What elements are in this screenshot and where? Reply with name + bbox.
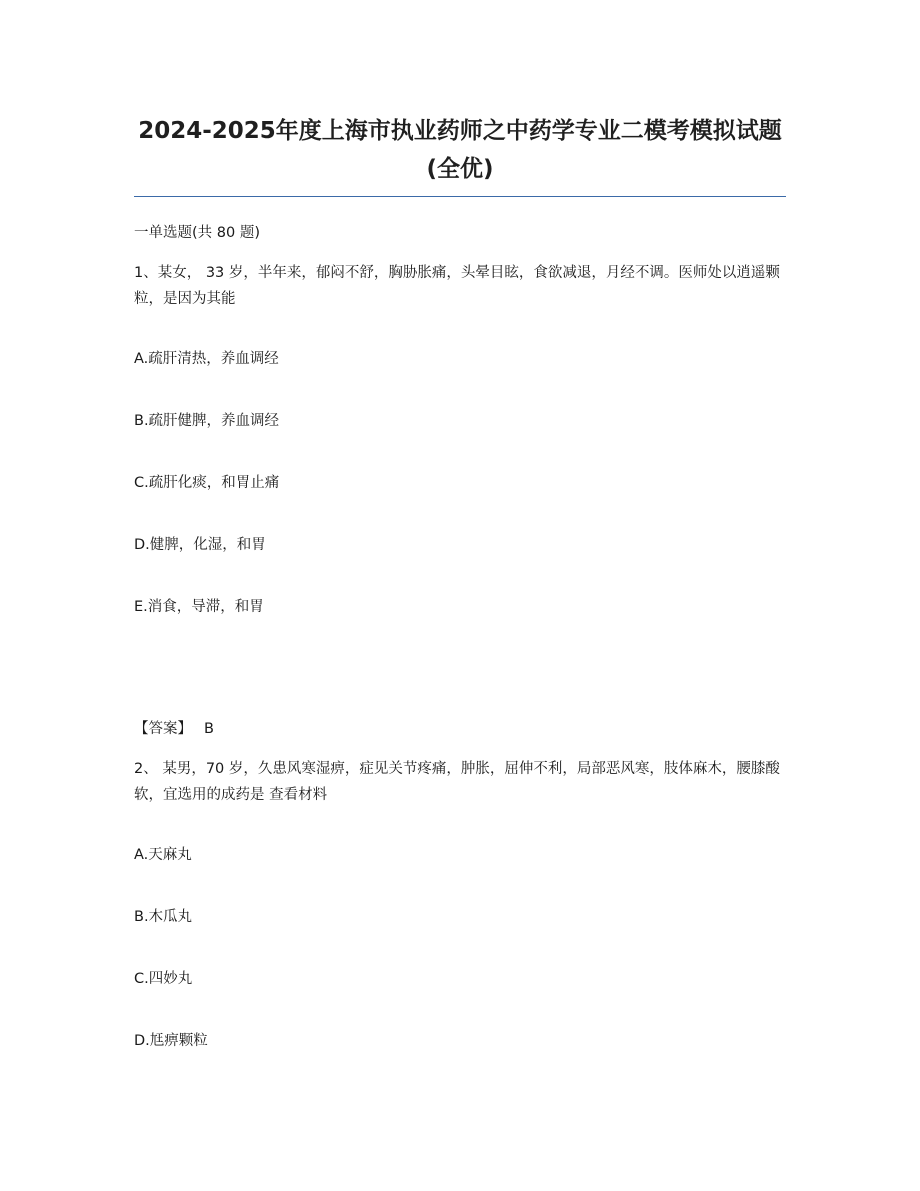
question-1-option-a: A.疏肝清热，养血调经 (134, 351, 279, 367)
question-1-option-d: D.健脾，化湿，和胃 (134, 537, 266, 553)
document-title: 2024-2025年度上海市执业药师之中药学专业二模考模拟试题(全优) (138, 118, 782, 182)
question-1-option-c: C.疏肝化痰，和胃止痛 (134, 475, 280, 491)
section-header: 一单选题(共 80 题) (134, 225, 260, 241)
answer-value: B (204, 721, 214, 737)
question-2-option-b: B.木瓜丸 (134, 909, 193, 925)
question-2-option-c: C.四妙丸 (134, 971, 193, 987)
question-1-answer (134, 716, 786, 742)
question-1-option-e: E.消食，导滞，和胃 (134, 599, 264, 615)
question-2-option-a: A.天麻丸 (134, 847, 192, 863)
question-1-option-b: B.疏肝健脾，养血调经 (134, 413, 280, 429)
question-2-stem: 2、 某男，70 岁，久患风寒湿痹，症见关节疼痛，肿胀，屈伸不利，局部恶风寒，肢体麻木，腰膝酸软，宜选用的成药是 查看材料 (134, 761, 780, 803)
title-divider (134, 196, 786, 197)
answer-label: 【答案】 (134, 721, 192, 737)
question-1-stem: 1、某女， 33 岁，半年来，郁闷不舒，胸胁胀痛，头晕目眩，食欲减退，月经不调。医师处以逍遥颗粒，是因为其能 (134, 265, 780, 307)
question-2-option-d: D.尪痹颗粒 (134, 1033, 208, 1049)
